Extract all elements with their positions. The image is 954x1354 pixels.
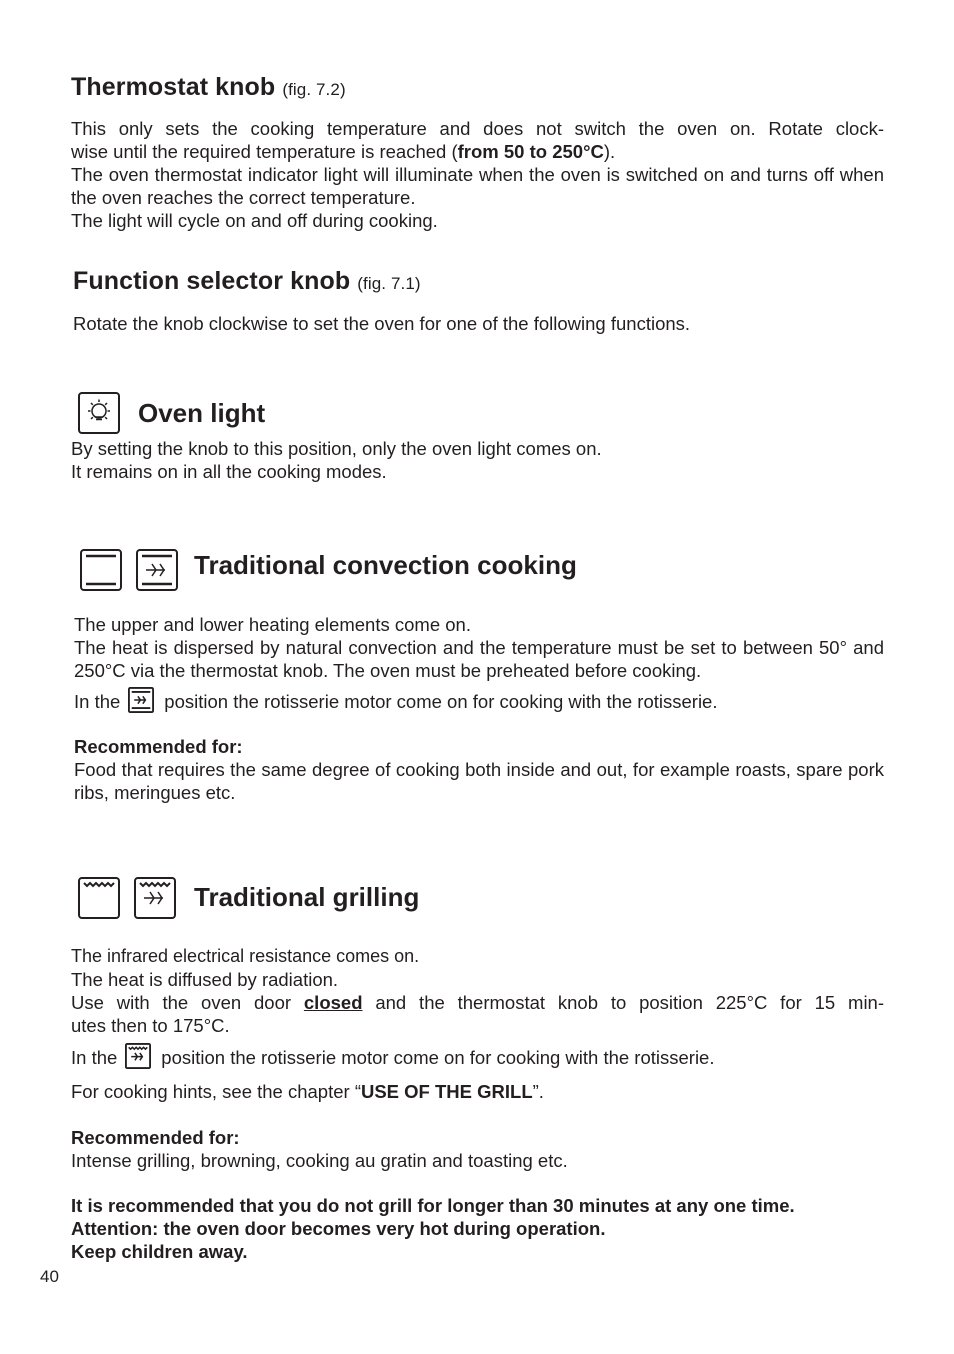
thermostat-heading bbox=[71, 72, 884, 105]
convection-recommended-label: Recommended for: bbox=[74, 736, 243, 757]
convection-title: Traditional convection cooking bbox=[194, 550, 577, 580]
function-selector-section bbox=[73, 266, 884, 335]
thermostat-para3: The light will cycle on and off during cooking. bbox=[71, 210, 438, 231]
grilling-line1: The infrared electrical resistance comes on. bbox=[71, 946, 420, 966]
convection-rotisserie-inline-icon bbox=[128, 687, 154, 713]
thermostat-para2: The oven thermostat indicator light will illuminate when the oven is switched on and turns off when the oven reaches the correct temperature. bbox=[71, 164, 884, 208]
grilling-warning-children: Keep children away. bbox=[71, 1241, 248, 1262]
grill-rotisserie-icon bbox=[134, 877, 176, 919]
function-selector-text: Rotate the knob clockwise to set the oven for one of the following functions. bbox=[73, 313, 691, 334]
grilling-line4: utes then to 175°C. bbox=[71, 1015, 230, 1036]
oven-light-body bbox=[71, 437, 884, 483]
grill-icon bbox=[78, 877, 120, 919]
oven-light-line1: By setting the knob to this position, only the oven light comes on. bbox=[71, 438, 602, 459]
grilling-body bbox=[71, 945, 884, 1263]
grill-chapter-ref: USE OF THE GRILL bbox=[360, 1081, 533, 1102]
thermostat-section bbox=[71, 72, 884, 232]
grilling-recommended-label: Recommended for: bbox=[71, 1127, 240, 1148]
grilling-warning-hot-door: Attention: the oven door becomes very hot during operation. bbox=[71, 1218, 606, 1239]
grilling-title: Traditional grilling bbox=[194, 882, 420, 912]
convection-body bbox=[74, 613, 884, 804]
convection-recommended-text: Food that requires the same degree of cooking both inside and out, for example roasts, spare pork ribs, meringues etc. bbox=[74, 759, 884, 803]
temperature-range: from 50 to 250°C bbox=[457, 141, 604, 162]
grilling-line3: Use with the oven door closed and the thermostat knob to position 225°C for 15 min- bbox=[71, 992, 885, 1013]
grilling-hint: For cooking hints, see the chapter “USE OF THE GRILL”. bbox=[71, 1081, 544, 1102]
grilling-recommended-text: Intense grilling, browning, cooking au gratin and toasting etc. bbox=[71, 1150, 568, 1171]
grilling-warning-time: It is recommended that you do not grill for longer than 30 minutes at any one time. bbox=[71, 1195, 795, 1216]
thermostat-line2: wise until the required temperature is reached (from 50 to 250°C). bbox=[71, 141, 616, 162]
door-closed-emphasis: closed bbox=[303, 992, 363, 1013]
convection-inline: In the position the rotisserie motor come on for cooking with the rotisserie. bbox=[74, 687, 884, 713]
convection-icon bbox=[80, 549, 122, 591]
convection-para2: The heat is dispersed by natural convection and the temperature must be set to between 50° and 250°C via the thermostat knob. The oven must be preheated before cooking. bbox=[74, 637, 884, 681]
oven-light-title: Oven light bbox=[138, 398, 266, 428]
function-selector-title: Function selector knob bbox=[73, 267, 351, 295]
convection-rotisserie-icon bbox=[136, 549, 178, 591]
function-selector-fig-ref: (fig. 7.1) bbox=[357, 274, 421, 293]
thermostat-line1: This only sets the cooking temperature and does not switch the oven on. Rotate clock- bbox=[71, 118, 884, 139]
thermostat-title: Thermostat knob bbox=[71, 73, 276, 101]
convection-line1: The upper and lower heating elements come on. bbox=[74, 614, 471, 635]
function-selector-heading bbox=[73, 266, 884, 299]
oven-light-line2: It remains on in all the cooking modes. bbox=[71, 461, 387, 482]
grilling-inline: In the position the rotisserie motor come on for cooking with the rotisserie. bbox=[71, 1043, 884, 1069]
oven-light-icon bbox=[78, 392, 120, 434]
grilling-line2: The heat is diffused by radiation. bbox=[71, 969, 339, 990]
page-number: 40 bbox=[40, 1267, 59, 1286]
thermostat-fig-ref: (fig. 7.2) bbox=[282, 80, 346, 99]
grill-rotisserie-inline-icon bbox=[125, 1043, 151, 1069]
